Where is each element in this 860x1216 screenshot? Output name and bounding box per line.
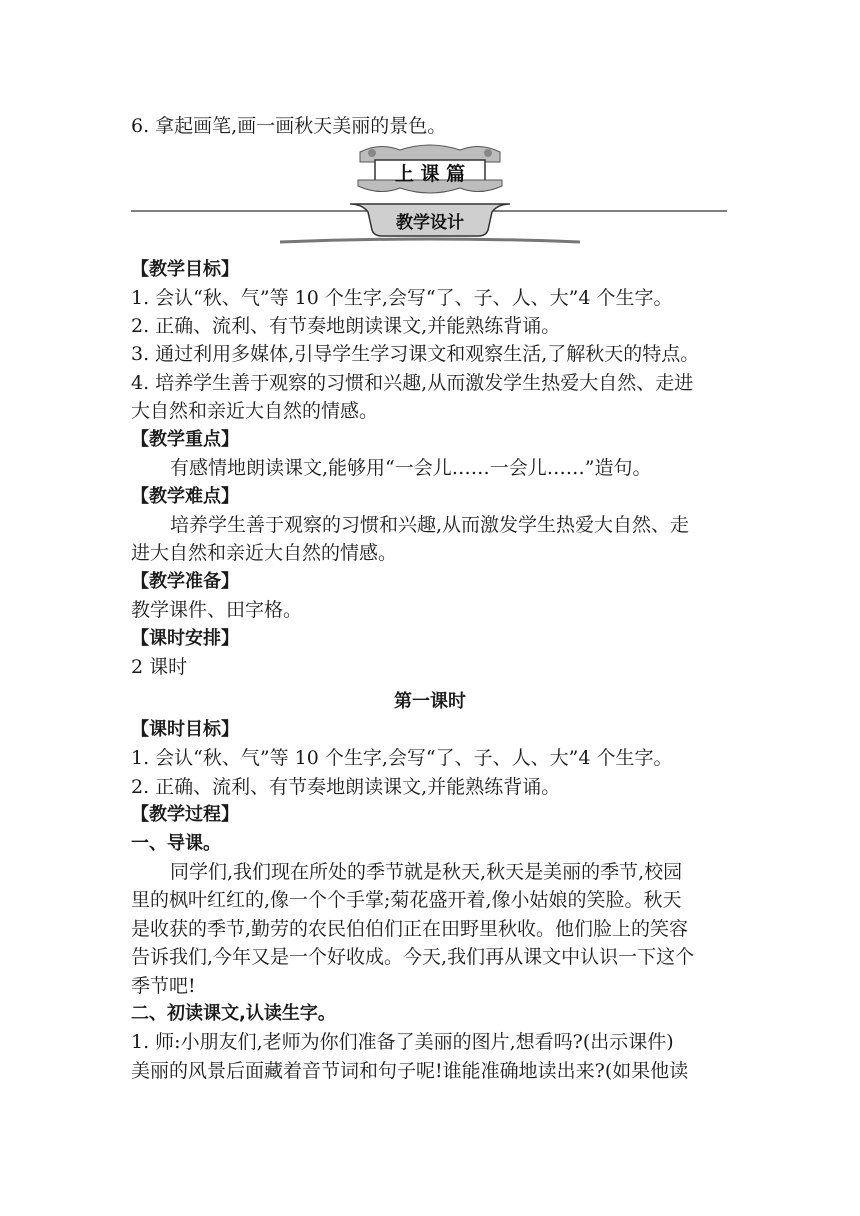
lesson-goals-heading: 【课时目标】 [131,719,239,740]
step1-text: 告诉我们,今年又是一个好收成。今天,我们再从课文中认识一下这个 [131,946,695,968]
difficulties-text-continued: 进大自然和亲近大自然的情感。 [131,542,398,564]
banner-top-label: 上 课 篇 [394,163,466,185]
section-banner [0,140,860,250]
step1-text: 季节吧! [131,975,196,997]
goal-item: 3. 通过利用多媒体,引导学生学习课文和观察生活,了解秋天的特点。 [131,343,700,365]
goal-item-continued: 大自然和亲近大自然的情感。 [131,400,379,422]
step1-text: 是收获的季节,勤劳的农民伯伯们正在田野里秋收。他们脸上的笑容 [131,918,689,940]
difficulties-text: 培养学生善于观察的习惯和兴趣,从而激发学生热爱大自然、走 [170,514,690,536]
step2-text: 美丽的风景后面藏着音节词和句子呢!谁能准确地读出来?(如果他读 [131,1060,689,1082]
step2-text: 1. 师:小朋友们,老师为你们准备了美丽的图片,想看吗?(出示课件) [131,1031,674,1053]
banner-bottom-label: 教学设计 [396,213,464,233]
step2-title: 二、初读课文,认读生字。 [131,1003,336,1024]
step1-text: 里的枫叶红红的,像一个个手掌;菊花盛开着,像小姑娘的笑脸。秋天 [131,889,682,911]
preparation-text: 教学课件、田字格。 [131,599,303,621]
goal-item: 1. 会认“秋、气”等 10 个生字,会写“了、子、人、大”4 个生字。 [131,287,673,309]
goal-item: 2. 正确、流利、有节奏地朗读课文,并能熟练背诵。 [131,315,561,337]
key-points-heading: 【教学重点】 [131,429,239,450]
step1-title: 一、导课。 [131,833,221,854]
difficulties-heading: 【教学难点】 [131,486,239,507]
lesson-title: 第一课时 [394,691,466,712]
lesson-goal-item: 1. 会认“秋、气”等 10 个生字,会写“了、子、人、大”4 个生字。 [131,747,673,769]
preparation-heading: 【教学准备】 [131,571,239,592]
schedule-heading: 【课时安排】 [131,628,239,649]
schedule-text: 2 课时 [131,656,188,678]
intro-item: 6. 拿起画笔,画一画秋天美丽的景色。 [131,115,447,137]
key-points-text: 有感情地朗读课文,能够用“一会儿……一会儿……”造句。 [170,457,652,479]
lesson-goal-item: 2. 正确、流利、有节奏地朗读课文,并能熟练背诵。 [131,776,561,798]
step1-text: 同学们,我们现在所处的季节就是秋天,秋天是美丽的季节,校园 [170,861,683,883]
process-heading: 【教学过程】 [131,804,239,825]
goals-heading: 【教学目标】 [131,259,239,280]
goal-item: 4. 培养学生善于观察的习惯和兴趣,从而激发学生热爱大自然、走进 [131,372,694,394]
